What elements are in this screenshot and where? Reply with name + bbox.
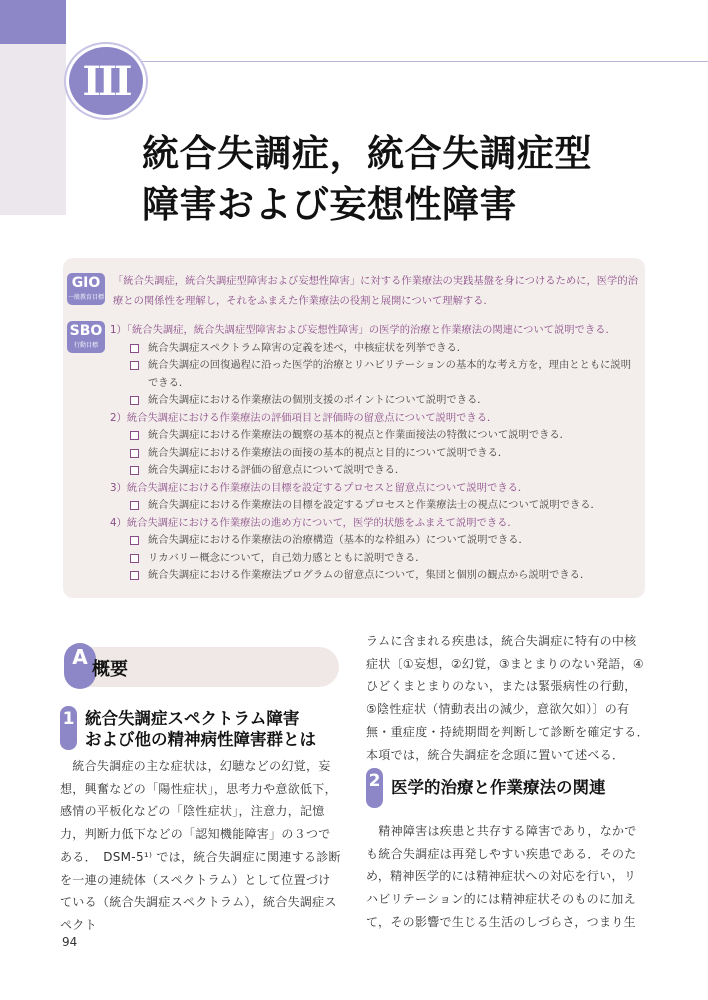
sbo-group-item <box>110 480 640 515</box>
corner-tab-accent <box>0 0 66 44</box>
checkbox-icon <box>130 536 139 545</box>
sbo-group-text: 1）「統合失調症，統合失調症型障害および妄想性障害」の医学的治療と作業療法の関連について説明できる． <box>110 324 616 336</box>
sbo-subitem <box>130 532 640 550</box>
sbo-subitem-text: 統合失調症における作業療法の個別支援のポイントについて説明できる． <box>148 394 488 406</box>
sbo-sublist <box>110 427 640 480</box>
gio-label-text: GIO <box>71 275 101 291</box>
chapter-title-line2: 障害および妄想性障害 <box>142 183 517 226</box>
objectives-box <box>63 258 645 598</box>
sbo-subitem-text: リカバリー概念について，自己効力感とともに説明できる． <box>148 551 426 564</box>
sbo-subitem-text: 統合失調症スペクトラム障害の定義を述べ，中核症状を列挙できる． <box>148 341 468 354</box>
gio-text: 「統合失調症，統合失調症型障害および妄想性障害」に対する作業療法の実践基盤を身につけるために，医学的治療との関係性を理解し，それをふまえた作業療法の役割と展開について理解する． <box>113 275 638 307</box>
sbo-list <box>110 322 640 585</box>
sbo-subitem-text: 統合失調症における作業療法の面接の基本的視点と目的について説明できる． <box>148 446 509 459</box>
body-left-paragraph: 統合失調症の主な症状は，幻聴などの幻覚，妄想，興奮などの「陽性症状」，思考力や意欲低下，感情の平板化などの「陰性症状」，注意力，記憶力，判断力低下などの「認知機能障害」の３つである． DSM-5¹⁾ では，統合失調症に関連する診断を一連の連続体（スペクトラム）として位置づけている（統合失調症スペクトラム），統合失調症スペクト <box>60 759 341 932</box>
gio-label <box>67 273 105 305</box>
subsection-2-title: 医学的治療と作業療法の関連 <box>391 778 606 797</box>
body-right-paragraph-2: 精神障害は疾患と共存する障害であり，なかでも統合失調症は再発しやすい疾患である．そのため，精神医学的には精神症状への対応を行い，リハビリテーション的には精神症状そのものに加えて，その影響で生じる生活のしづらさ，つまり生 <box>366 824 637 929</box>
sbo-sublabel: 行動目標 <box>73 342 98 349</box>
checkbox-icon <box>130 466 139 475</box>
sbo-subitem <box>130 340 640 358</box>
checkbox-icon <box>130 344 139 353</box>
chapter-number-badge: III <box>66 44 146 118</box>
sbo-subitem <box>130 497 640 515</box>
section-a-header <box>64 643 339 687</box>
subsection-1-heading <box>60 706 340 752</box>
subsection-2-number: 2 <box>366 768 383 808</box>
sbo-subitem <box>130 567 640 585</box>
section-a-badge: A <box>64 643 96 689</box>
checkbox-icon <box>130 571 139 580</box>
checkbox-icon <box>130 554 139 563</box>
checkbox-icon <box>130 449 139 458</box>
subsection-2-heading <box>366 768 646 814</box>
sbo-label <box>67 321 105 353</box>
sbo-group-text: 2）統合失調症における作業療法の評価項目と評価時の留意点について説明できる． <box>110 411 498 424</box>
sbo-subitem <box>130 445 640 463</box>
sbo-group-item <box>110 322 640 410</box>
sbo-subitem-text: 統合失調症における評価の留意点について説明できる． <box>148 464 406 476</box>
sbo-subitem <box>130 357 640 392</box>
sbo-group-text: 4）統合失調症における作業療法の進め方について，医学的状態をふまえて説明できる． <box>110 516 518 529</box>
subsection-1-number: 1 <box>60 706 77 750</box>
sbo-sublist <box>110 532 640 585</box>
subsection-1-title <box>85 708 316 750</box>
sbo-subitem-text: 統合失調症における作業療法の観察の基本的視点と作業面接法の特徴について説明できる． <box>148 429 570 441</box>
sbo-subitem <box>130 427 640 445</box>
sbo-group-item <box>110 410 640 480</box>
sbo-subitem-text: 統合失調症における作業療法の治療構造（基本的な枠組み）について説明できる． <box>148 534 529 546</box>
checkbox-icon <box>130 501 139 510</box>
sbo-sublist <box>110 340 640 410</box>
gio-sublabel: 一般教育目標 <box>67 294 104 301</box>
sbo-label-text: SBO <box>69 323 103 339</box>
sbo-subitem-text: 統合失調症の回復過程に沿った医学的治療とリハビリテーションの基本的な考え方を，理由とともに説明できる． <box>148 359 632 389</box>
page-number: 94 <box>62 935 78 949</box>
sbo-subitem-text: 統合失調症における作業療法の目標を設定するプロセスと作業療法士の視点について説明できる． <box>148 499 601 511</box>
sbo-sublist <box>110 497 640 515</box>
sbo-group-item <box>110 515 640 585</box>
sbo-group-text: 3）統合失調症における作業療法の目標を設定するプロセスと留意点について説明できる． <box>110 481 529 494</box>
sbo-subitem <box>130 462 640 480</box>
checkbox-icon <box>130 396 139 405</box>
checkbox-icon <box>130 431 139 440</box>
sbo-groups <box>110 322 640 585</box>
sbo-subitem-text: 統合失調症における作業療法プログラムの留意点について，集団と個別の観点から説明できる． <box>148 569 591 581</box>
subsection-1-title-line2: および他の精神病性障害群とは <box>85 730 316 749</box>
checkbox-icon <box>130 361 139 370</box>
chapter-title-line1: 統合失調症，統合失調症型 <box>142 132 592 175</box>
chapter-title <box>142 128 702 230</box>
body-right-paragraph-1: ラムに含まれる疾患は，統合失調症に特有の中核症状〔①妄想，②幻覚，③まとまりのない発語，④ひどくまとまりのない，または緊張病性の行動，⑤陰性症状（情動表出の減少，意欲欠如）〕の有無・重症度・持続期間を判断して診断を確定する． 本項では，統合失調症を念頭に置いて述べる． <box>366 634 656 762</box>
sbo-subitem <box>130 392 640 410</box>
section-a-title: 概要 <box>92 659 128 680</box>
header-rule <box>90 61 708 62</box>
sbo-subitem <box>130 550 640 568</box>
subsection-1-title-line1: 統合失調症スペクトラム障害 <box>85 709 300 728</box>
